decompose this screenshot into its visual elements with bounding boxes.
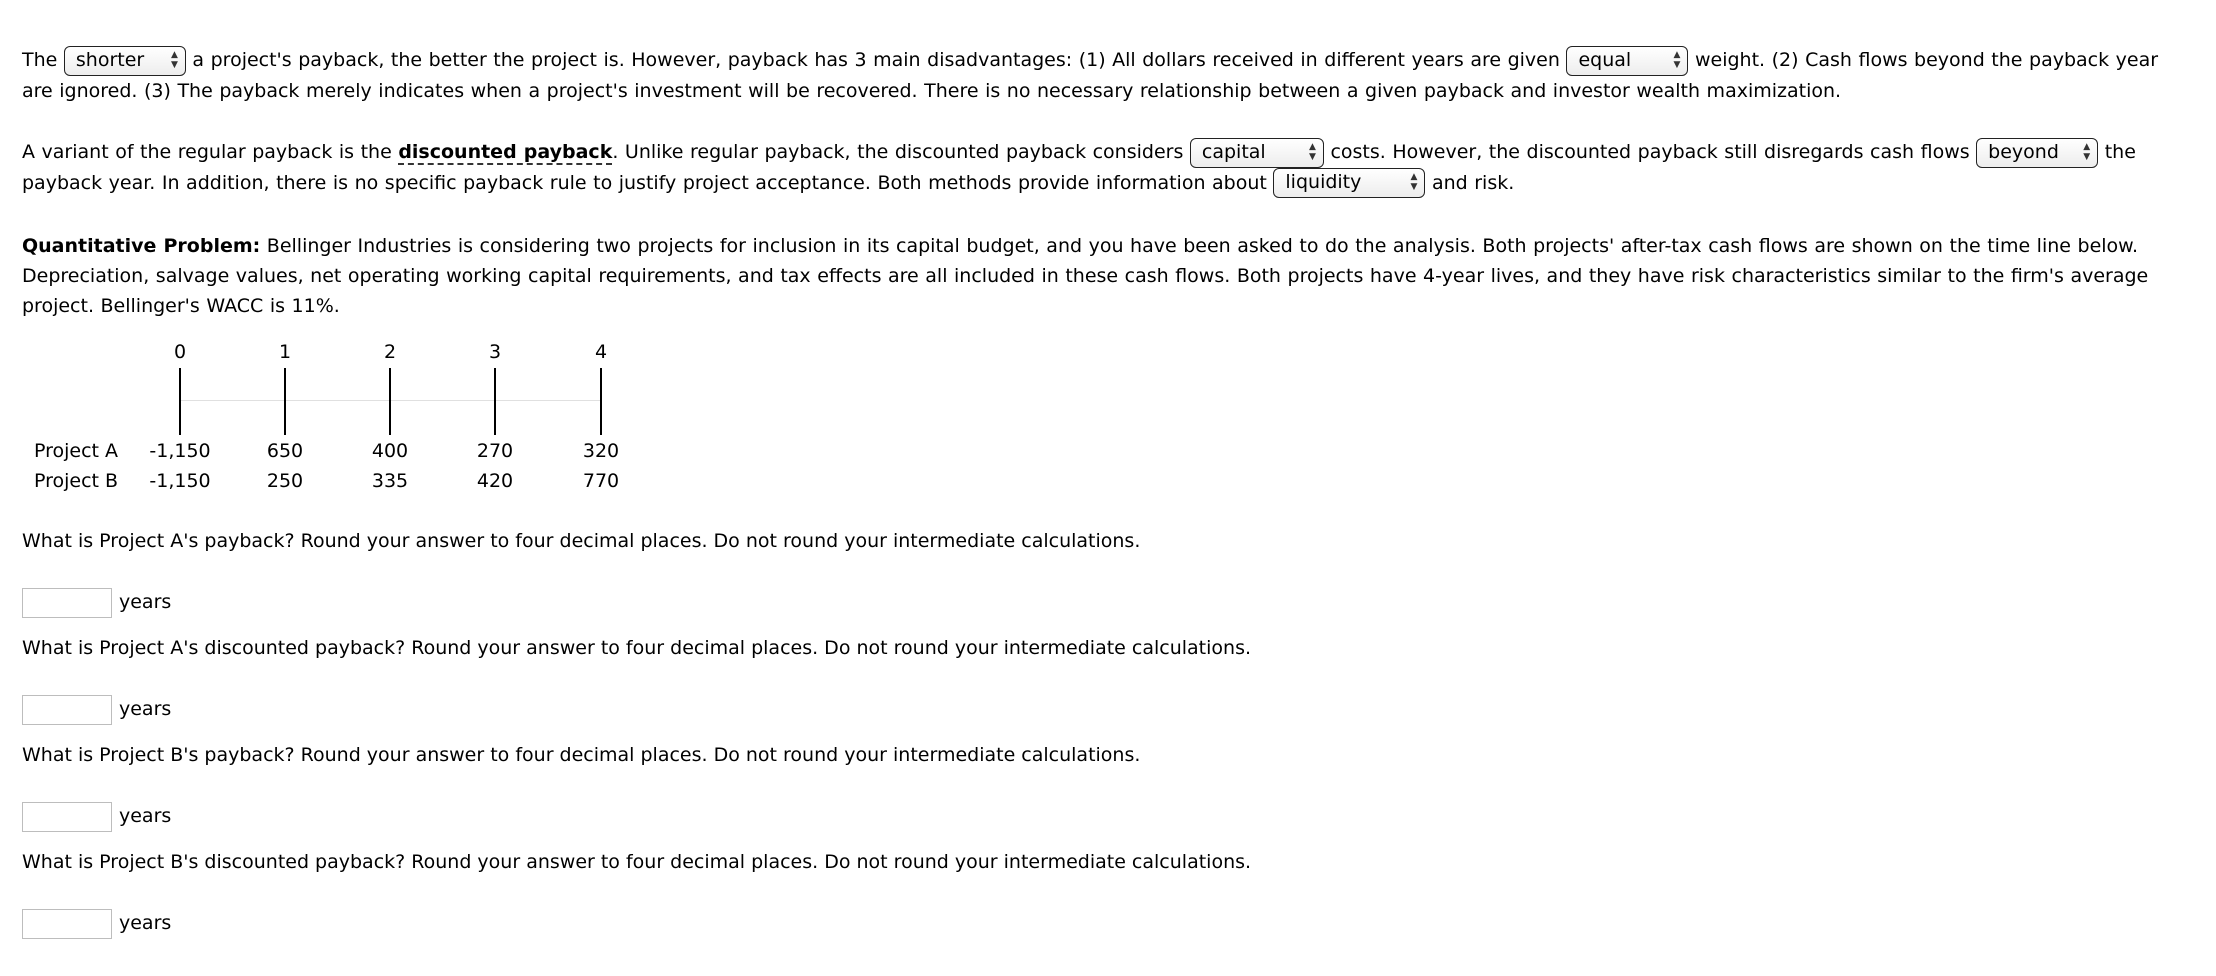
problem-text: Bellinger Industries is considering two projects for inclusion in its capital budget, and you have been asked to do the analysis. Both projects' after-tax cash flows are shown on the time line below. Depreciation, salvage values, net operating working capital requirements, and tax effects are all included in these cash flows. Both projects have 4-year lives, and they have risk characteristics similar to the firm's average project. Bellinger's WACC is 11%.: [22, 235, 2149, 317]
information-value: liquidity: [1285, 171, 1362, 193]
information-dropdown[interactable]: [1273, 168, 1425, 198]
para2-text-2: . Unlike regular payback, the discounted payback considers: [612, 141, 1190, 163]
timeline-tick: [179, 368, 181, 435]
cash-flows-value: beyond: [1988, 140, 2059, 163]
para2-text-4: the payback year. In addition, there is no specific payback rule to justify project acceptance. Both methods provide information about: [22, 141, 2136, 194]
answer-unit-label: years: [119, 591, 172, 613]
timeline-tick: [389, 368, 391, 435]
answer-a-discounted-payback-input[interactable]: [22, 695, 112, 725]
answer-unit-label: years: [119, 805, 172, 827]
answer-b-discounted-payback-input[interactable]: [22, 909, 112, 939]
weight-dropdown[interactable]: [1566, 46, 1688, 76]
cash-flow-cell: 400: [371, 440, 409, 462]
para2-text-1: A variant of the regular payback is the: [22, 141, 399, 163]
intro-paragraph: [22, 45, 2192, 106]
para2-text-3: costs. However, the discounted payback still disregards cash flows: [1323, 141, 1977, 163]
para2-text-5: and risk.: [1425, 171, 1515, 194]
timeline-tick: [284, 368, 286, 435]
timeline-tick: [494, 368, 496, 435]
costs-value: capital: [1201, 140, 1266, 163]
payback-length-value: shorter: [75, 48, 145, 71]
answer-unit-label: years: [119, 912, 172, 934]
answer-b-payback-input[interactable]: [22, 802, 112, 832]
year-label: 1: [278, 341, 292, 363]
answer-a-payback-input[interactable]: [22, 588, 112, 618]
year-label: 3: [488, 341, 502, 363]
cash-flow-cell: 420: [476, 470, 514, 492]
year-label: 2: [383, 341, 397, 363]
cash-flow-cell: 335: [371, 470, 409, 492]
answer-unit-label: years: [119, 698, 172, 720]
cash-flow-cell: 650: [266, 440, 304, 462]
year-label: 0: [173, 341, 187, 363]
problem-label: Quantitative Problem:: [22, 235, 261, 257]
question-b-payback: What is Project B's payback? Round your answer to four decimal places. Do not round your intermediate calculations.: [22, 744, 1141, 766]
para1-text-3: weight. (2) Cash flows beyond the payback year are ignored. (3) The payback merely indicates when a project's investment will be recovered. There is no necessary relationship between a given payback and investor wealth maximization.: [22, 49, 2159, 102]
year-label: 4: [594, 341, 608, 363]
cash-flow-cell: -1,150: [149, 440, 211, 462]
question-a-discounted-payback: What is Project A's discounted payback? Round your answer to four decimal places. Do not round your intermediate calculations.: [22, 637, 1252, 659]
payback-length-dropdown[interactable]: [64, 46, 186, 76]
dropdown-arrows-icon: ▲ ▼: [1308, 141, 1316, 162]
cash-flow-cell: 250: [266, 470, 304, 492]
dropdown-arrows-icon: ▲ ▼: [170, 49, 178, 70]
dropdown-arrows-icon: ▲ ▼: [1410, 172, 1418, 192]
cash-flows-dropdown[interactable]: [1976, 138, 2098, 168]
project-b-label: Project B: [34, 470, 119, 492]
timeline-tick: [600, 368, 602, 435]
question-a-payback: What is Project A's payback? Round your answer to four decimal places. Do not round your intermediate calculations.: [22, 530, 1141, 552]
para1-text-1: The: [22, 49, 58, 71]
para1-text-2: a project's payback, the better the project is. However, payback has 3 main disadvantages: (1) All dollars received in different years are given: [185, 49, 1567, 71]
problem-paragraph: [22, 231, 2192, 321]
discounted-payback-term[interactable]: discounted payback: [398, 141, 613, 163]
cash-flow-cell: 320: [582, 440, 620, 462]
cash-flow-cell: 770: [582, 470, 620, 492]
weight-value: equal: [1578, 48, 1632, 71]
variant-paragraph: [22, 137, 2192, 198]
question-b-discounted-payback: What is Project B's discounted payback? Round your answer to four decimal places. Do not round your intermediate calculations.: [22, 851, 1252, 873]
costs-dropdown[interactable]: [1190, 138, 1324, 168]
dropdown-arrows-icon: ▲ ▼: [2083, 141, 2091, 162]
project-a-label: Project A: [34, 440, 119, 462]
cash-flow-cell: 270: [476, 440, 514, 462]
dropdown-arrows-icon: ▲ ▼: [1673, 49, 1681, 70]
cash-flow-cell: -1,150: [149, 470, 211, 492]
